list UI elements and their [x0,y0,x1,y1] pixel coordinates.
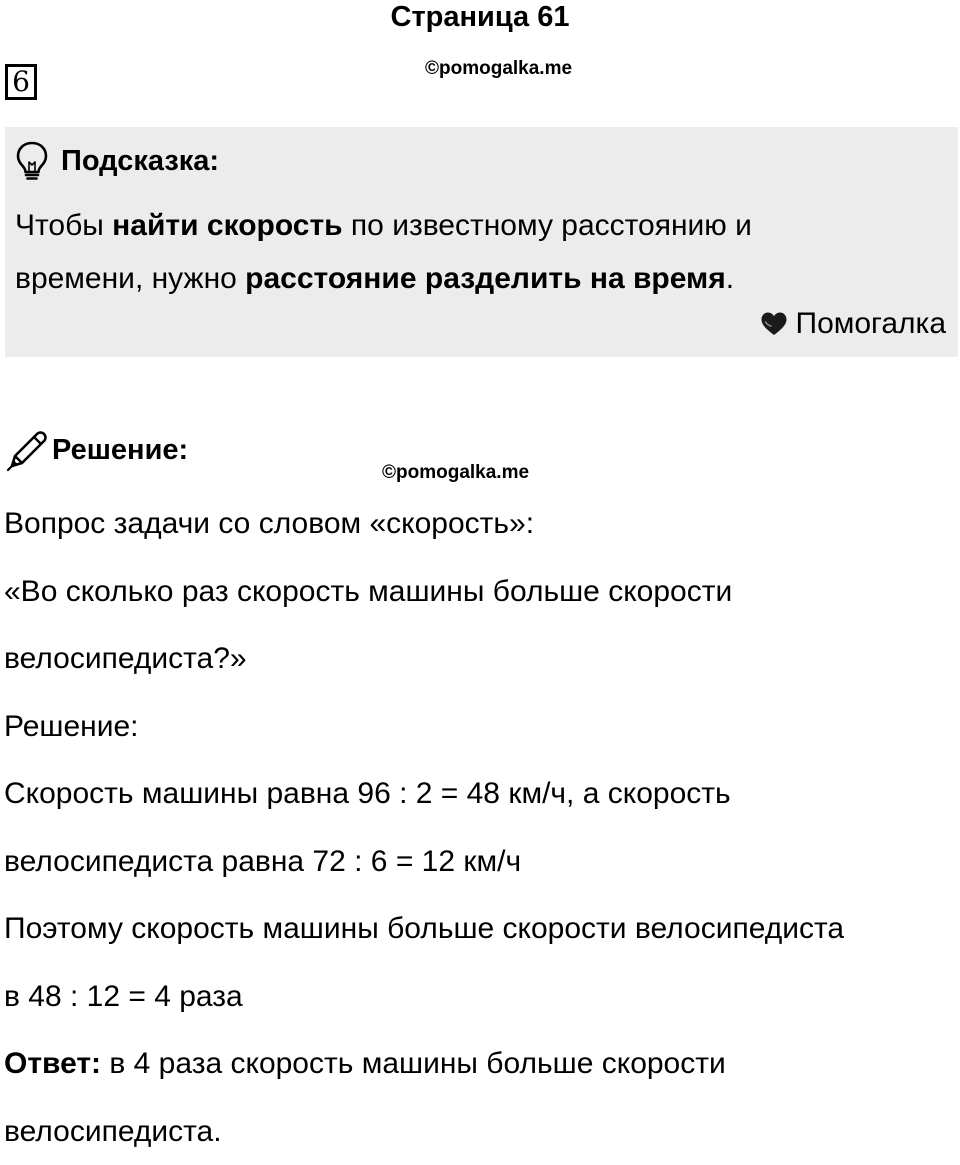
page-title: Страница 61 [0,0,960,34]
answer-text: в 4 раза скорость машины больше скорости [101,1047,726,1080]
hint-text [15,199,945,305]
answer-label: Ответ: [4,1047,101,1080]
watermark: ©pomogalka.me [425,58,572,80]
hint-line-2-post: . [726,262,734,295]
answer-continuation: велосипедиста. [4,1098,954,1165]
hint-line-2-bold: расстояние разделить на время [245,262,726,295]
solution-line: Вопрос задачи со словом «скорость»: [4,490,954,558]
task-number: 6 [5,64,37,100]
heart-icon [760,311,788,337]
hint-line-2 [15,252,945,305]
solution-line: велосипедиста?» [4,625,954,693]
watermark: ©pomogalka.me [382,462,529,484]
solution-line: Скорость машины равна 96 : 2 = 48 км/ч, а скорость [4,760,954,828]
hint-line-1 [15,199,945,252]
lightbulb-icon [15,141,49,181]
answer-line [4,1030,954,1098]
solution-title: Решение: [52,434,188,467]
hint-line-1-post: по известному расстоянию и [343,209,752,242]
solution-line: Решение: [4,693,954,761]
solution-line: в 48 : 12 = 4 раза [4,963,954,1031]
hint-title: Подсказка: [61,145,219,178]
solution-line: велосипедиста равна 72 : 6 = 12 км/ч [4,828,954,896]
pencil-icon [6,428,48,472]
hint-header [15,141,219,181]
hint-line-2-pre: времени, нужно [15,262,245,295]
hint-line-1-bold: найти скорость [112,209,342,242]
hint-box [5,127,958,357]
solution-line: «Во сколько раз скорость машины больше скорости [4,558,954,626]
hint-signature [760,307,947,341]
solution-body [4,490,954,1165]
hint-line-1-pre: Чтобы [15,209,112,242]
solution-header [6,428,188,472]
solution-line: Поэтому скорость машины больше скорости велосипедиста [4,895,954,963]
signature-text: Помогалка [796,307,947,341]
